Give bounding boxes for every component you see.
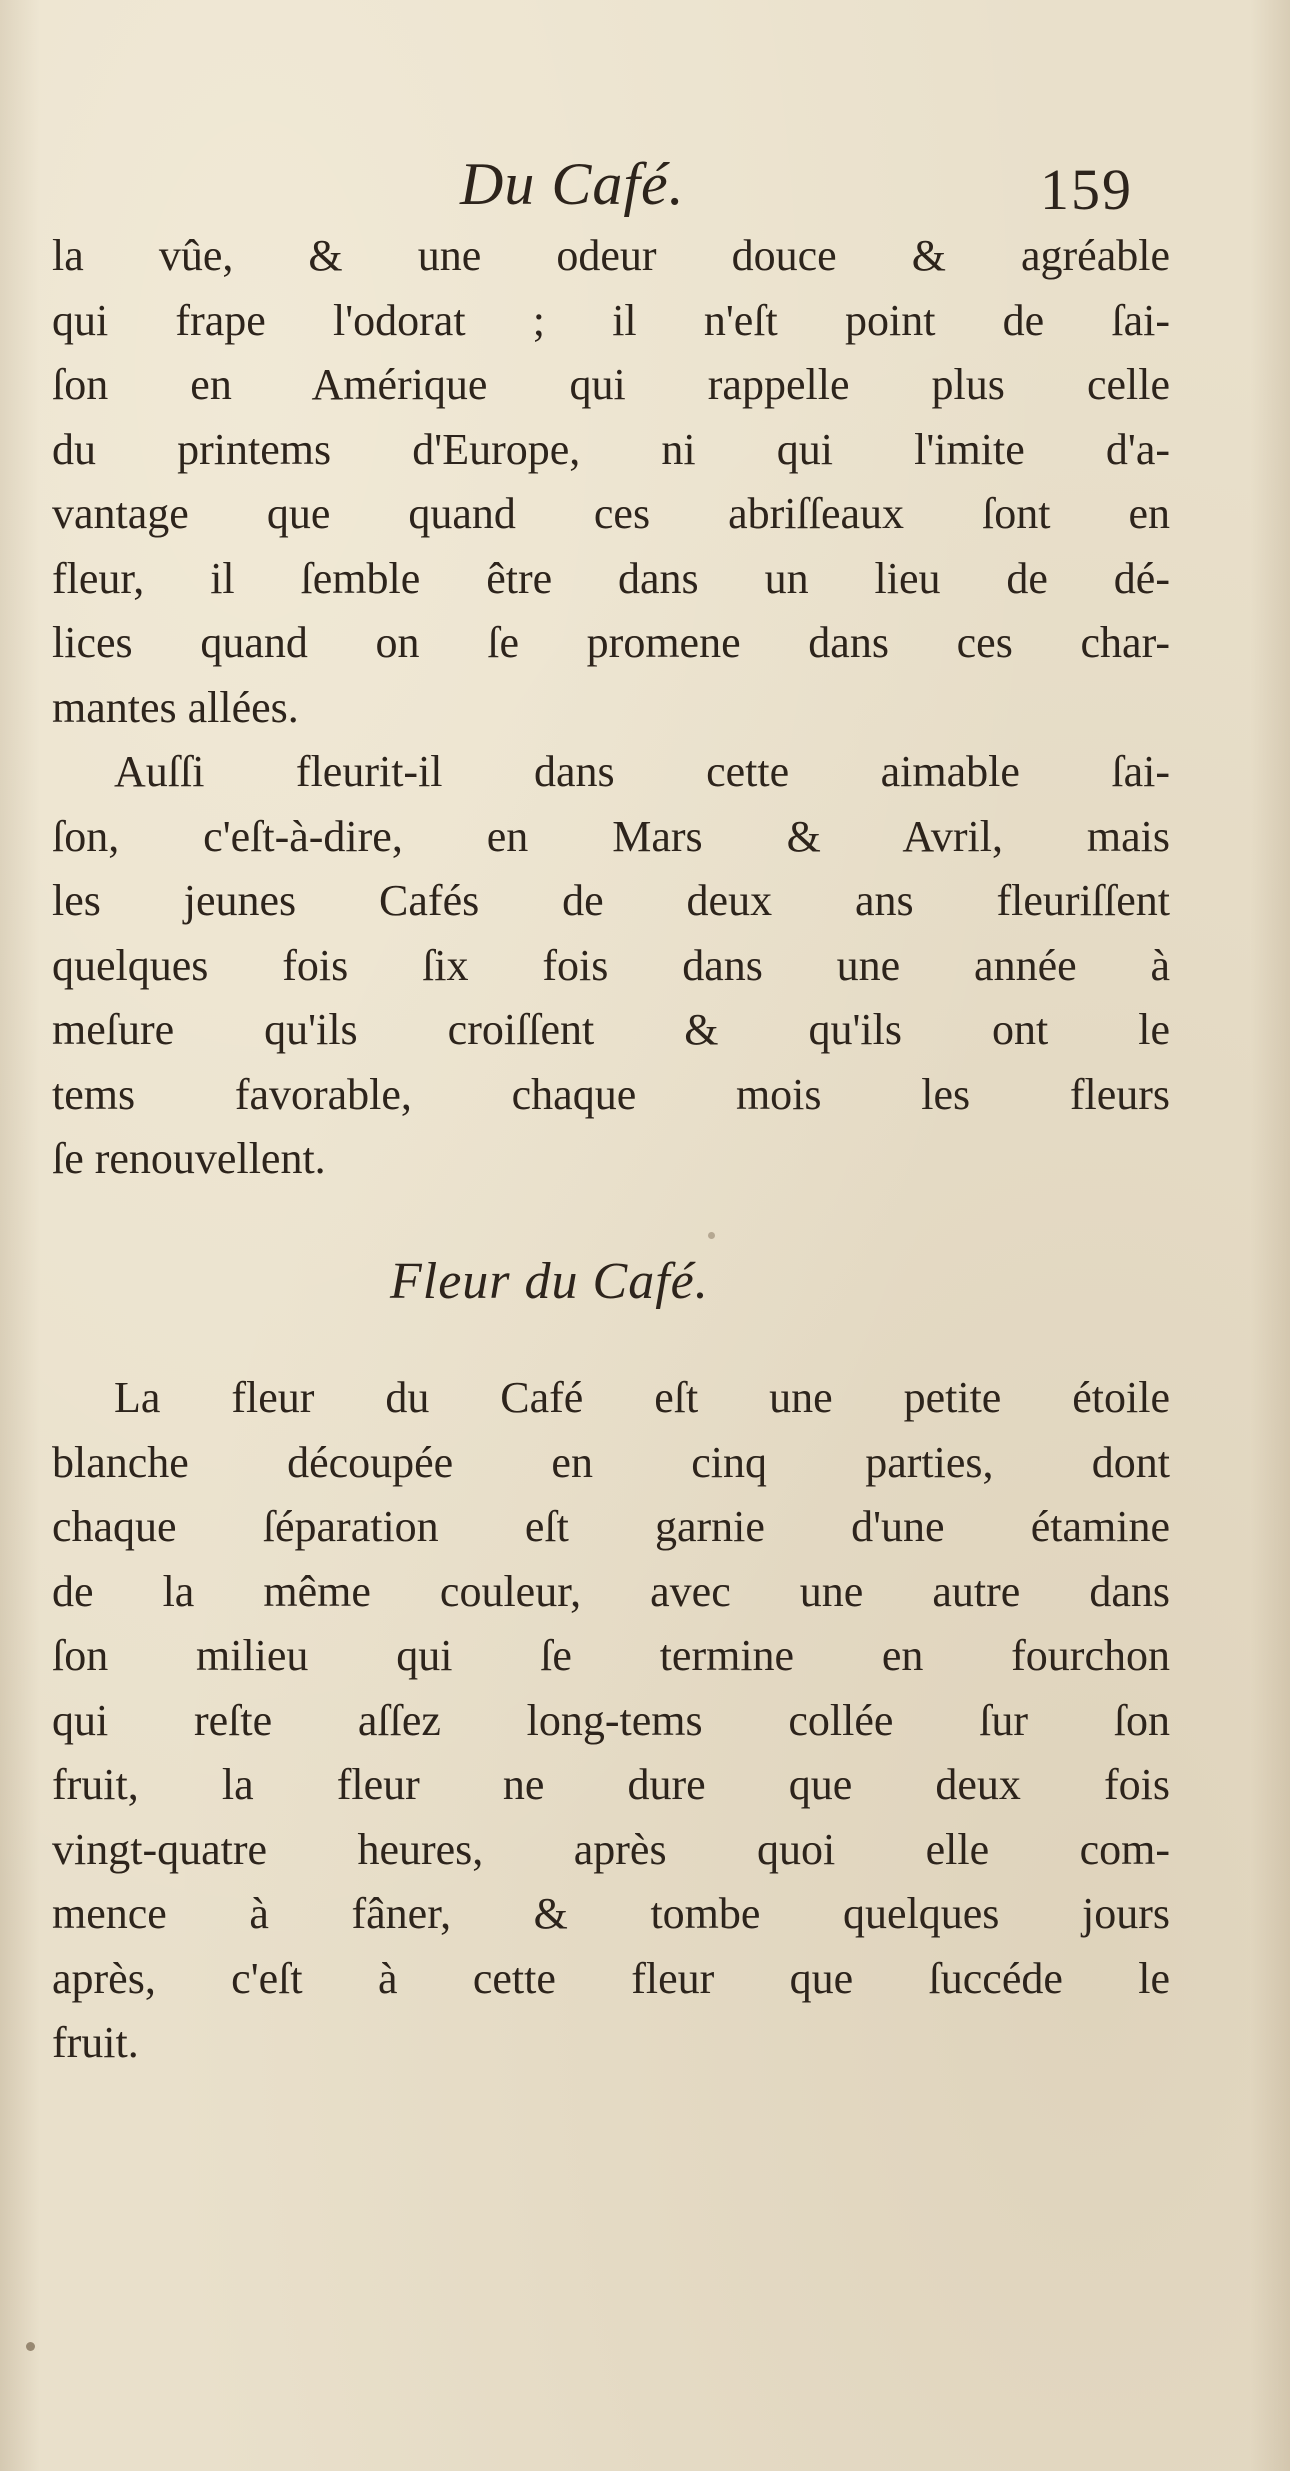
text-line: mence à fâner, & tombe quelques jours: [52, 1889, 1170, 1938]
text-line: ſon en Amérique qui rappelle plus celle: [52, 360, 1170, 409]
text-line: de la même couleur, avec une autre dans: [52, 1566, 1170, 1616]
text-line: meſure qu'ils croiſſent & qu'ils ont le: [52, 1005, 1170, 1054]
text-line: fleur, il ſemble être dans un lieu de dé-: [52, 553, 1170, 603]
text-line: fruit.: [52, 2018, 139, 2067]
text-line: du printems d'Europe, ni qui l'imite d'a-: [52, 424, 1170, 474]
text-line: lices quand on ſe promene dans ces char-: [52, 618, 1170, 667]
text-line: Auſſi fleurit-il dans cette aimable ſai-: [114, 747, 1170, 796]
text-line: La fleur du Café eſt une petite étoile: [114, 1373, 1170, 1422]
paragraph-flowering-season: [52, 740, 1170, 1192]
text-line: vingt-quatre heures, après quoi elle com-: [52, 1824, 1170, 1874]
text-line: qui frape l'odorat ; il n'eſt point de ſai-: [52, 295, 1170, 345]
text-line: ſe renouvellent.: [52, 1134, 326, 1183]
text-line: ſon milieu qui ſe termine en fourchon: [52, 1631, 1170, 1680]
text-line: quelques fois ſix fois dans une année à: [52, 940, 1170, 990]
text-line: fruit, la fleur ne dure que deux fois: [52, 1760, 1170, 1809]
paragraph-coffee-flower: [52, 1366, 1170, 2076]
text-line: la vûe, & une odeur douce & agréable: [52, 231, 1170, 280]
text-line: qui reſte aſſez long-tems collée ſur ſon: [52, 1695, 1170, 1745]
text-line: chaque ſéparation eſt garnie d'une étamine: [52, 1502, 1170, 1551]
text-line: ſon, c'eſt-à-dire, en Mars & Avril, mais: [52, 811, 1170, 861]
text-line: vantage que quand ces abriſſeaux ſont en: [52, 489, 1170, 538]
running-head: [0, 150, 1290, 230]
text-line: après, c'eſt à cette fleur que ſuccéde le: [52, 1953, 1170, 2003]
section-heading: Fleur du Café.: [390, 1253, 709, 1310]
paper-foxing-spot: [26, 2342, 35, 2351]
text-line: mantes allées.: [52, 682, 299, 732]
running-title: Du Café.: [460, 151, 685, 217]
paper-foxing-spot: [708, 1232, 715, 1239]
paragraph-continued: [52, 224, 1170, 740]
text-line: blanche découpée en cinq parties, dont: [52, 1437, 1170, 1487]
text-line: les jeunes Cafés de deux ans fleuriſſent: [52, 876, 1170, 925]
text-line: tems favorable, chaque mois les fleurs: [52, 1069, 1170, 1119]
page-number: 159: [1040, 157, 1133, 222]
